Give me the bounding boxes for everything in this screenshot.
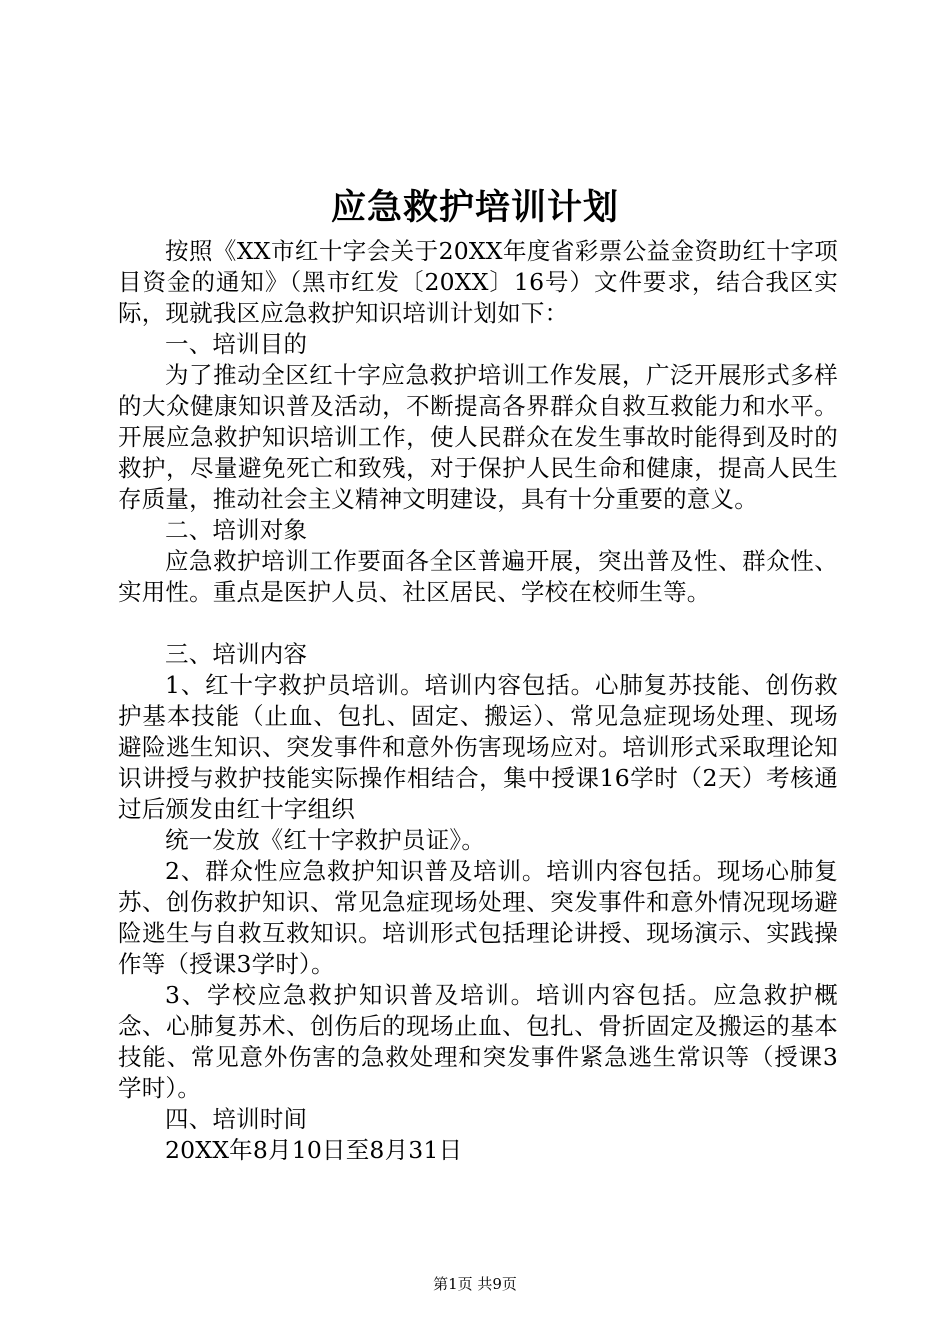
section-heading-content: 三、培训内容 bbox=[165, 640, 308, 668]
page-footer: 第1页 共9页 bbox=[433, 1275, 517, 1293]
document-body bbox=[118, 236, 838, 1166]
paragraph-audience: 应急救护培训工作要面各全区普遍开展，突出普及性、群众性、实用性。重点是医护人员、社区居民、学校在校师生等。 bbox=[118, 547, 838, 606]
section-heading-purpose: 一、培训目的 bbox=[165, 330, 308, 358]
paragraph-content-1: 1、红十字救护员培训。培训内容包括。心肺复苏技能、创伤救护基本技能（止血、包扎、固定、搬运）、常见急症现场处理、现场避险逃生知识、突发事件和意外伤害现场应对。培训形式采取理论知识讲授与救护技能实际操作相结合，集中授课16学时（2天）考核通过后颁发由红十字组织 bbox=[118, 671, 838, 823]
paragraph-intro: 按照《XX市红十字会关于20XX年度省彩票公益金资助红十字项目资金的通知》（黑市红发〔20XX〕16号）文件要求，结合我区实际，现就我区应急救护知识培训计划如下： bbox=[118, 237, 838, 327]
paragraph-time: 20XX年8月10日至8月31日 bbox=[165, 1136, 463, 1164]
paragraph-content-1-cont: 统一发放《红十字救护员证》。 bbox=[165, 826, 486, 854]
document-title: 应急救护培训计划 bbox=[330, 187, 619, 228]
paragraph-purpose: 为了推动全区红十字应急救护培训工作发展，广泛开展形式多样的大众健康知识普及活动，不断提高各界群众自救互救能力和水平。开展应急救护知识培训工作，使人民群众在发生事故时能得到及时的救护，尽量避免死亡和致残，对于保护人民生命和健康，提高人民生存质量，推动社会主义精神文明建设，具有十分重要的意义。 bbox=[118, 361, 838, 513]
section-heading-audience: 二、培训对象 bbox=[165, 516, 308, 544]
paragraph-content-2: 2、群众性应急救护知识普及培训。培训内容包括。现场心肺复苏、创伤救护知识、常见急症现场处理、突发事件和意外情况现场避险逃生与自救互救知识。培训形式包括理论讲授、现场演示、实践操作等（授课3学时）。 bbox=[118, 857, 838, 978]
section-heading-time: 四、培训时间 bbox=[165, 1105, 308, 1133]
paragraph-content-3: 3、学校应急救护知识普及培训。培训内容包括。应急救护概念、心肺复苏术、创伤后的现场止血、包扎、骨折固定及搬运的基本技能、常见意外伤害的急救处理和突发事件紧急逃生常识等（授课3学时）。 bbox=[118, 981, 838, 1102]
